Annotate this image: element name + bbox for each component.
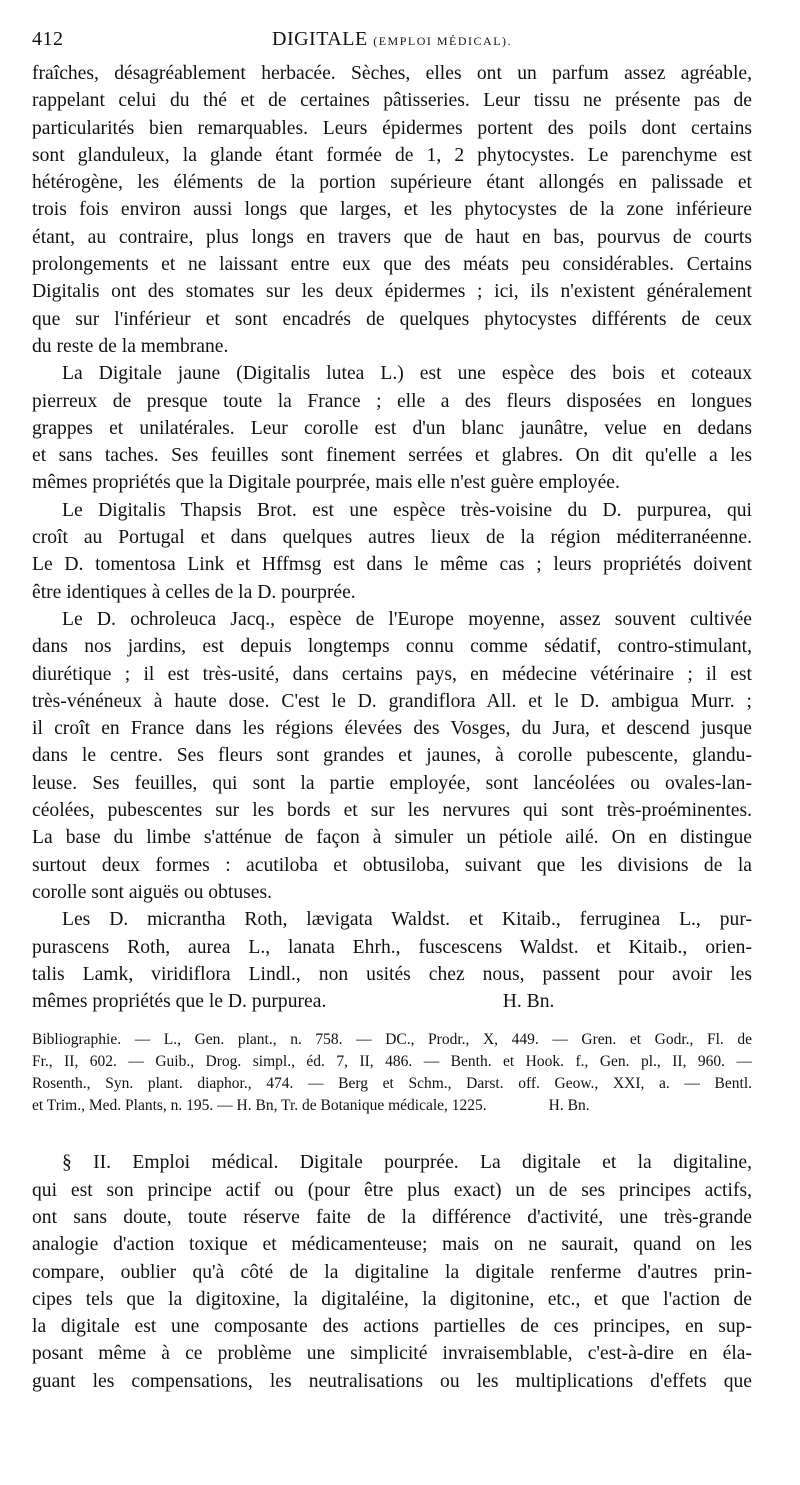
text-line: talis Lamk, viridiflora Lindl., non usités chez nous, passent pour avoir les — [32, 963, 752, 985]
text-line: Les D. micrantha Roth, lævigata Waldst. et Kitaib., ferruginea L., pur- — [62, 909, 752, 931]
text-line: Le Digitalis Thapsis Brot. est une espèce très-voisine du D. purpurea, qui — [62, 499, 752, 521]
text-line: particularités bien remarquables. Leurs épidermes portent des poils dont certains — [32, 117, 752, 139]
text-line: grappes et unilatérales. Leur corolle est d'un blanc jaunâtre, velue en dedans — [32, 417, 752, 439]
title-main: DIGITALE — [272, 28, 368, 50]
text-line: purascens Roth, aurea L., lanata Ehrh., fuscescens Waldst. et Kitaib., orien- — [32, 936, 752, 958]
title-subtitle: (EMPLOI MÉDICAL). — [373, 34, 513, 48]
paragraph — [32, 497, 752, 606]
text-line: surtout deux formes : acutiloba et obtusiloba, suivant que les divisions de la — [32, 854, 752, 876]
text-line: Digitalis ont des stomates sur les deux épidermes ; ici, ils n'existent généralement — [32, 281, 752, 303]
paragraph — [32, 360, 752, 496]
text-line: que sur l'inférieur et sont encadrés de quelques phytocystes différents de ceux — [32, 308, 752, 330]
text-line: rappelant celui du thé et de certaines pâtisseries. Leur tissu ne présente pas de — [32, 90, 752, 112]
text-line: cipes tels que la digitoxine, la digitaléine, la digitonine, etc., et que l'action de — [32, 1288, 752, 1310]
text-line: La base du limbe s'atténue de façon à simuler un pétiole ailé. On en distingue — [32, 827, 752, 849]
body-text — [32, 60, 752, 1395]
text-line: qui est son principe actif ou (pour être plus exact) un de ses principes actifs, — [32, 1179, 752, 1201]
running-title — [272, 28, 512, 51]
text-line: la digitale est une composante des actions partielles de ces principes, en sup- — [32, 1316, 752, 1338]
paragraph — [32, 606, 752, 906]
text-line: dans nos jardins, est depuis longtemps connu comme sédatif, contro-stimulant, — [32, 636, 752, 658]
text-line: dans le centre. Ses fleurs sont grandes et jaunes, à corolle pubescente, glandu- — [32, 745, 752, 767]
text-line: et sans taches. Ses feuilles sont finement serrées et glabres. On dit qu'elle a les — [32, 445, 752, 467]
bibliography-line: et Trim., Med. Plants, n. 195. — H. Bn, Tr. de Botanique médicale, 1225. H. Bn. — [32, 1097, 590, 1115]
bibliography — [32, 1029, 752, 1117]
text-line: Le D. ochroleuca Jacq., espèce de l'Europe moyenne, assez souvent cultivée — [62, 608, 752, 630]
text-line: ont sans doute, toute réserve faite de la différence d'activité, une très-grande — [32, 1206, 752, 1228]
text-line: posant même à ce problème une simplicité invraisemblable, c'est-à-dire en éla- — [32, 1343, 752, 1365]
text-line: du reste de la membrane. — [32, 335, 229, 357]
text-line: croît au Portugal et dans quelques autres lieux de la région méditerranéenne. — [32, 527, 752, 549]
section-spacer — [32, 1117, 752, 1149]
text-line: prolongements et ne laissant entre eux que des méats peu considérables. Certains — [32, 254, 752, 276]
text-line: fraîches, désagréablement herbacée. Sèches, elles ont un parfum assez agréable, — [32, 63, 752, 84]
bibliography-line: Bibliographie. — L., Gen. plant., n. 758. — DC., Prodr., X, 449. — Gren. et Godr., Fl. de — [32, 1031, 752, 1049]
bibliography-line: Fr., II, 602. — Guib., Drog. simpl., éd. 7, II, 486. — Benth. et Hook. f., Gen. pl., II, 960. — — [32, 1053, 752, 1071]
text-line: analogie d'action toxique et médicamenteuse; mais on ne saurait, quand on les — [32, 1234, 752, 1256]
text-line: La Digitale jaune (Digitalis lutea L.) est une espèce des bois et coteaux — [62, 363, 752, 385]
text-line: étant, au contraire, plus longs en travers que de haut en bas, pourvus de courts — [32, 226, 752, 248]
paragraph — [32, 906, 752, 1015]
text-line: corolle sont aiguës ou obtuses. — [32, 881, 272, 903]
paragraph — [32, 60, 752, 360]
text-line: trois fois environ aussi longs que larges, et les phytocystes de la zone inférieure — [32, 199, 752, 221]
text-line: mêmes propriétés que le D. purpurea. H. Bn. — [32, 991, 555, 1013]
text-line: Le D. tomentosa Link et Hffmsg est dans le même cas ; leurs propriétés doivent — [32, 554, 752, 576]
text-line: être identiques à celles de la D. pourprée. — [32, 581, 356, 603]
text-line: compare, oublier qu'à côté de la digitaline la digitale renferme d'autres prin- — [32, 1261, 752, 1283]
running-header — [32, 28, 752, 58]
text-line: diurétique ; il est très-usité, dans certains pays, en médecine vétérinaire ; il est — [32, 663, 752, 685]
text-line: il croît en France dans les régions élevées des Vosges, du Jura, et descend jusque — [32, 718, 752, 740]
page-number: 412 — [32, 28, 64, 50]
text-line: sont glanduleux, la glande étant formée de 1, 2 phytocystes. Le parenchyme est — [32, 144, 752, 166]
text-line: mêmes propriétés que la Digitale pourprée, mais elle n'est guère employée. — [32, 472, 620, 494]
section-emploi-medical — [32, 1149, 752, 1395]
text-line: pierreux de presque toute la France ; elle a des fleurs disposées en longues — [32, 390, 752, 412]
bibliography-line: Rosenth., Syn. plant. diaphor., 474. — Berg et Schm., Darst. off. Geow., XXI, a. — Bentl. — [32, 1075, 752, 1093]
text-line: très-vénéneux à haute dose. C'est le D. grandiflora All. et le D. ambigua Murr. ; — [32, 690, 752, 712]
text-line: guant les compensations, les neutralisations ou les multiplications d'effets que — [32, 1370, 752, 1392]
section-heading-line: § II. Emploi médical. Digitale pourprée. La digitale et la digitaline, — [62, 1152, 752, 1174]
text-line: leuse. Ses feuilles, qui sont la partie employée, sont lancéolées ou ovales-lan- — [32, 772, 752, 794]
text-line: céolées, pubescentes sur les bords et sur les nervures qui sont très-proéminentes. — [32, 800, 752, 822]
text-line: hétérogène, les éléments de la portion supérieure étant allongés en palissade et — [32, 172, 752, 194]
